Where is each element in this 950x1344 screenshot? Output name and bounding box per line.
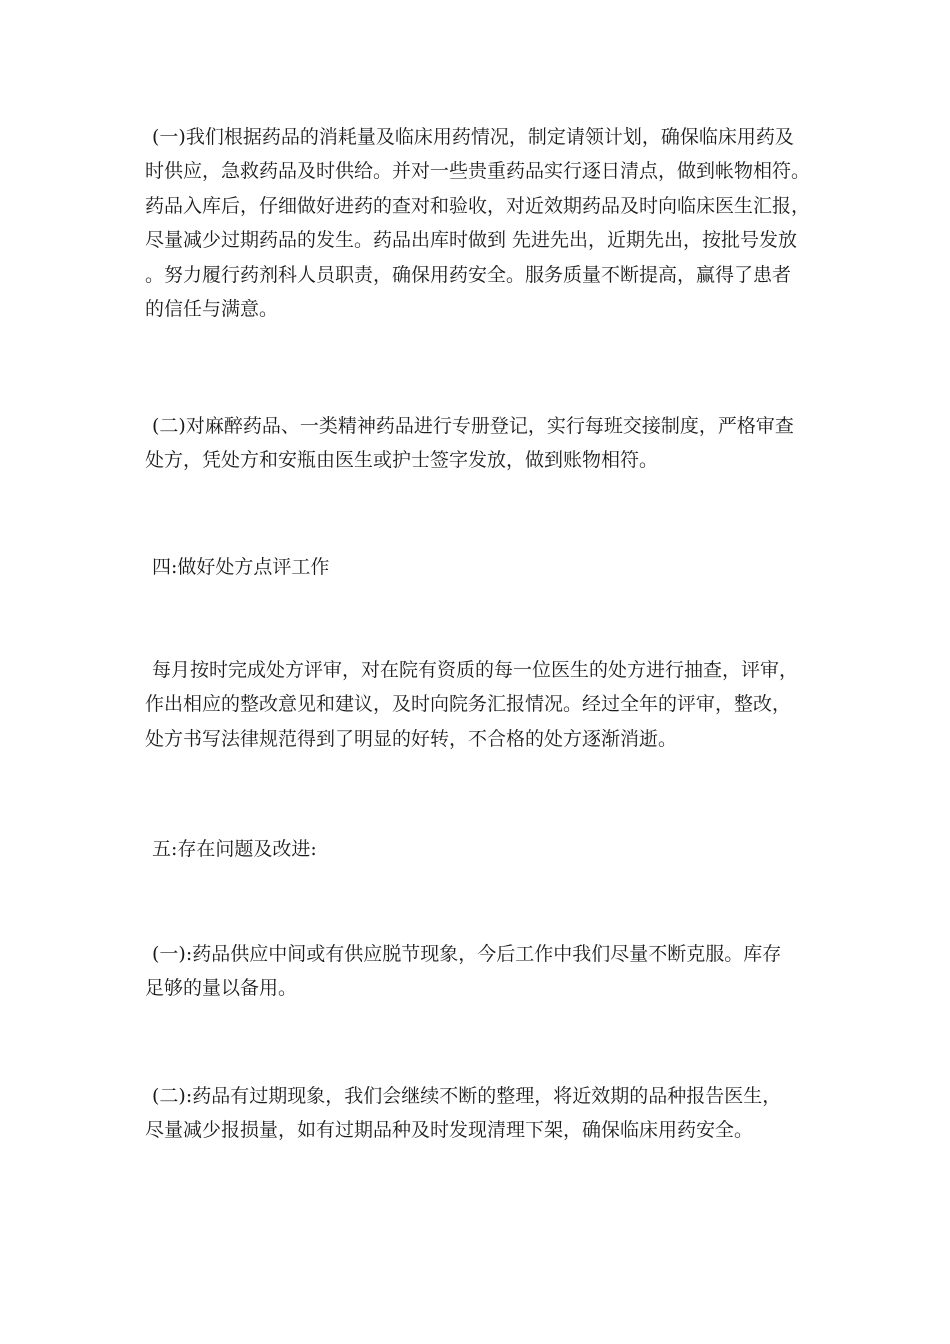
- paragraph-narcotic-drugs: [145, 409, 815, 478]
- paragraph-line: 尽量减少报损量，如有过期品种及时发现清理下架，确保临床用药安全。: [145, 1119, 754, 1142]
- paragraph-line: 的信任与满意。: [145, 297, 279, 320]
- section-heading: 五:存在问题及改进:: [152, 838, 317, 860]
- paragraph-line: 每月按时完成处方评审，对在院有资质的每一位医生的处方进行抽查，评审，: [152, 659, 799, 681]
- paragraph-line: (一)我们根据药品的消耗量及临床用药情况，制定请领计划，确保临床用药及: [152, 126, 794, 148]
- section-heading: 四:做好处方点评工作: [152, 556, 330, 578]
- paragraph-expired-drugs: [145, 1079, 815, 1148]
- paragraph-supply-gap: [145, 937, 815, 1006]
- paragraph-line: 药品入库后，仔细做好进药的查对和验收，对近效期药品及时向临床医生汇报，: [145, 194, 811, 217]
- paragraph-drug-supply: [145, 120, 815, 326]
- paragraph-line: 尽量减少过期药品的发生。药品出库时做到 先进先出，近期先出，按批号发放: [145, 229, 798, 252]
- section-heading-prescription-review: [145, 550, 815, 584]
- paragraph-line: 作出相应的整改意见和建议，及时向院务汇报情况。经过全年的评审，整改，: [145, 693, 792, 716]
- paragraph-line: (二):药品有过期现象，我们会继续不断的整理，将近效期的品种报告医生，: [152, 1085, 782, 1107]
- paragraph-line: 足够的量以备用。: [145, 977, 298, 1000]
- paragraph-line: (一):药品供应中间或有供应脱节现象，今后工作中我们尽量不断克服。库存: [152, 943, 782, 965]
- paragraph-line: (二)对麻醉药品、一类精神药品进行专册登记，实行每班交接制度，严格审查: [152, 415, 794, 437]
- paragraph-line: 。努力履行药剂科人员职责，确保用药安全。服务质量不断提高，赢得了患者: [145, 263, 792, 286]
- paragraph-prescription-review: [145, 653, 815, 756]
- section-heading-problems: [145, 832, 815, 866]
- paragraph-line: 处方书写法律规范得到了明显的好转，不合格的处方逐渐消逝。: [145, 727, 678, 750]
- paragraph-line: 处方，凭处方和安瓶由医生或护士签字发放，做到账物相符。: [145, 449, 659, 472]
- paragraph-line: 时供应，急救药品及时供给。并对一些贵重药品实行逐日清点，做到帐物相符。: [145, 160, 811, 183]
